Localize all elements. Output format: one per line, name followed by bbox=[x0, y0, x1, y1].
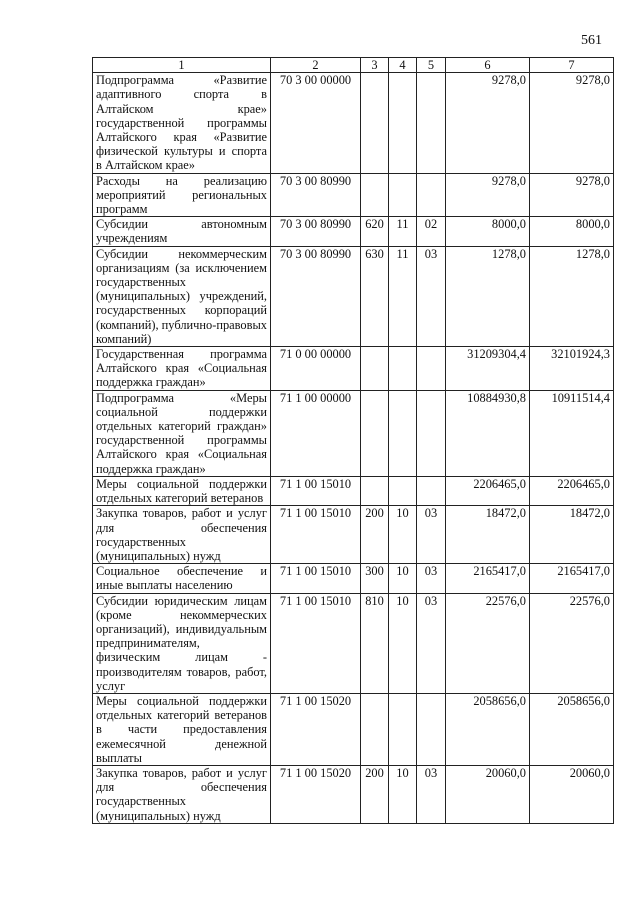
row-amount-col6-cell: 1278,0 bbox=[446, 246, 530, 346]
table-row bbox=[93, 347, 614, 391]
row-section-cell bbox=[389, 347, 417, 391]
row-subsection-cell: 03 bbox=[417, 246, 446, 346]
row-name-cell: Меры социальной поддержки отдельных категорий ветеранов bbox=[93, 476, 271, 505]
row-section-cell bbox=[389, 390, 417, 476]
table-row bbox=[93, 390, 614, 476]
row-expense-type-cell: 300 bbox=[361, 564, 389, 593]
row-name-cell: Социальное обеспечение и иные выплаты населению bbox=[93, 564, 271, 593]
row-code-cell: 71 1 00 15010 bbox=[271, 593, 361, 693]
row-subsection-cell bbox=[417, 173, 446, 217]
row-expense-type-cell: 200 bbox=[361, 765, 389, 823]
table-row bbox=[93, 765, 614, 823]
row-section-cell: 10 bbox=[389, 506, 417, 564]
row-name-cell: Субсидии некоммерческим организациям (за исключением государственных (муниципальных) учреждений, государственных корпораций (компаний), публично-правовых компаний) bbox=[93, 246, 271, 346]
header-cell-2: 2 bbox=[271, 58, 361, 73]
budget-table bbox=[92, 57, 614, 824]
row-name-cell: Меры социальной поддержки отдельных категорий ветеранов в части предоставления ежемесячной денежной выплаты bbox=[93, 693, 271, 765]
row-subsection-cell bbox=[417, 390, 446, 476]
row-section-cell: 10 bbox=[389, 593, 417, 693]
row-section-cell: 10 bbox=[389, 765, 417, 823]
row-subsection-cell: 03 bbox=[417, 593, 446, 693]
row-code-cell: 71 0 00 00000 bbox=[271, 347, 361, 391]
row-amount-col7-cell: 9278,0 bbox=[530, 73, 614, 173]
table-row bbox=[93, 73, 614, 173]
row-expense-type-cell bbox=[361, 173, 389, 217]
row-expense-type-cell bbox=[361, 476, 389, 505]
row-code-cell: 71 1 00 15010 bbox=[271, 506, 361, 564]
table-row bbox=[93, 564, 614, 593]
row-section-cell bbox=[389, 693, 417, 765]
row-code-cell: 71 1 00 15020 bbox=[271, 765, 361, 823]
row-expense-type-cell bbox=[361, 73, 389, 173]
header-cell-6: 6 bbox=[446, 58, 530, 73]
header-cell-1: 1 bbox=[93, 58, 271, 73]
row-section-cell bbox=[389, 476, 417, 505]
row-amount-col6-cell: 2165417,0 bbox=[446, 564, 530, 593]
page-number: 561 bbox=[581, 33, 602, 48]
row-subsection-cell: 03 bbox=[417, 506, 446, 564]
row-amount-col7-cell: 32101924,3 bbox=[530, 347, 614, 391]
row-subsection-cell: 02 bbox=[417, 217, 446, 246]
row-amount-col6-cell: 2206465,0 bbox=[446, 476, 530, 505]
row-subsection-cell bbox=[417, 693, 446, 765]
row-expense-type-cell: 810 bbox=[361, 593, 389, 693]
row-section-cell bbox=[389, 73, 417, 173]
row-amount-col7-cell: 10911514,4 bbox=[530, 390, 614, 476]
row-amount-col6-cell: 10884930,8 bbox=[446, 390, 530, 476]
row-amount-col6-cell: 2058656,0 bbox=[446, 693, 530, 765]
row-subsection-cell bbox=[417, 73, 446, 173]
table-row bbox=[93, 593, 614, 693]
row-code-cell: 70 3 00 80990 bbox=[271, 173, 361, 217]
row-code-cell: 70 3 00 80990 bbox=[271, 246, 361, 346]
row-amount-col6-cell: 18472,0 bbox=[446, 506, 530, 564]
table-row bbox=[93, 693, 614, 765]
row-amount-col6-cell: 22576,0 bbox=[446, 593, 530, 693]
row-code-cell: 71 1 00 15010 bbox=[271, 476, 361, 505]
row-subsection-cell bbox=[417, 476, 446, 505]
row-code-cell: 71 1 00 15020 bbox=[271, 693, 361, 765]
header-cell-5: 5 bbox=[417, 58, 446, 73]
row-amount-col7-cell: 20060,0 bbox=[530, 765, 614, 823]
table-row bbox=[93, 506, 614, 564]
row-expense-type-cell: 200 bbox=[361, 506, 389, 564]
row-expense-type-cell bbox=[361, 347, 389, 391]
row-amount-col7-cell: 1278,0 bbox=[530, 246, 614, 346]
row-code-cell: 70 3 00 00000 bbox=[271, 73, 361, 173]
row-amount-col6-cell: 9278,0 bbox=[446, 73, 530, 173]
row-code-cell: 71 1 00 00000 bbox=[271, 390, 361, 476]
row-code-cell: 70 3 00 80990 bbox=[271, 217, 361, 246]
budget-table-body bbox=[93, 58, 614, 824]
row-subsection-cell: 03 bbox=[417, 765, 446, 823]
row-name-cell: Субсидии автономным учреждениям bbox=[93, 217, 271, 246]
row-amount-col7-cell: 8000,0 bbox=[530, 217, 614, 246]
row-section-cell: 11 bbox=[389, 246, 417, 346]
row-expense-type-cell: 630 bbox=[361, 246, 389, 346]
row-section-cell: 11 bbox=[389, 217, 417, 246]
row-name-cell: Государственная программа Алтайского края «Социальная поддержка граждан» bbox=[93, 347, 271, 391]
row-subsection-cell bbox=[417, 347, 446, 391]
row-amount-col7-cell: 9278,0 bbox=[530, 173, 614, 217]
row-name-cell: Субсидии юридическим лицам (кроме некоммерческих организаций), индивидуальным предпринимателям, физическим лицам - производителям товаров, работ, услуг bbox=[93, 593, 271, 693]
row-amount-col6-cell: 9278,0 bbox=[446, 173, 530, 217]
row-amount-col7-cell: 22576,0 bbox=[530, 593, 614, 693]
row-amount-col7-cell: 18472,0 bbox=[530, 506, 614, 564]
table-row bbox=[93, 246, 614, 346]
table-row bbox=[93, 217, 614, 246]
row-amount-col6-cell: 31209304,4 bbox=[446, 347, 530, 391]
row-code-cell: 71 1 00 15010 bbox=[271, 564, 361, 593]
row-expense-type-cell bbox=[361, 390, 389, 476]
row-name-cell: Закупка товаров, работ и услуг для обеспечения государственных (муниципальных) нужд bbox=[93, 506, 271, 564]
header-cell-3: 3 bbox=[361, 58, 389, 73]
row-section-cell bbox=[389, 173, 417, 217]
header-row bbox=[93, 58, 614, 73]
row-expense-type-cell bbox=[361, 693, 389, 765]
row-section-cell: 10 bbox=[389, 564, 417, 593]
row-name-cell: Подпрограмма «Меры социальной поддержки отдельных категорий граждан» государственной программы Алтайского края «Социальная поддержка граждан» bbox=[93, 390, 271, 476]
row-amount-col7-cell: 2165417,0 bbox=[530, 564, 614, 593]
header-cell-7: 7 bbox=[530, 58, 614, 73]
row-expense-type-cell: 620 bbox=[361, 217, 389, 246]
row-subsection-cell: 03 bbox=[417, 564, 446, 593]
row-amount-col6-cell: 8000,0 bbox=[446, 217, 530, 246]
row-name-cell: Закупка товаров, работ и услуг для обеспечения государственных (муниципальных) нужд bbox=[93, 765, 271, 823]
table-row bbox=[93, 476, 614, 505]
row-amount-col7-cell: 2206465,0 bbox=[530, 476, 614, 505]
row-name-cell: Расходы на реализацию мероприятий региональных программ bbox=[93, 173, 271, 217]
row-amount-col7-cell: 2058656,0 bbox=[530, 693, 614, 765]
table-row bbox=[93, 173, 614, 217]
row-amount-col6-cell: 20060,0 bbox=[446, 765, 530, 823]
header-cell-4: 4 bbox=[389, 58, 417, 73]
row-name-cell: Подпрограмма «Развитие адаптивного спорта в Алтайском крае» государственной программы Алтайского края «Развитие физической культуры и спорта в Алтайском крае» bbox=[93, 73, 271, 173]
